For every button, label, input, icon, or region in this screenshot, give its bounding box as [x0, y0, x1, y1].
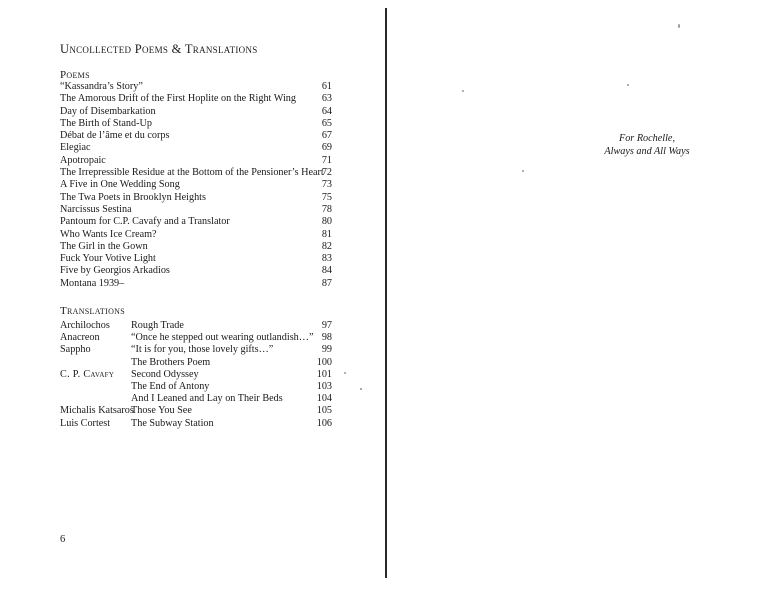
poem-title: Pantoum for C.P. Cavafy and a Translator — [60, 216, 230, 228]
poem-page-number: 73 — [321, 179, 332, 191]
translation-title: The Subway Station — [131, 417, 214, 429]
translation-title: The End of Antony — [131, 380, 210, 392]
translation-page-number: 100 — [316, 356, 332, 368]
toc-entry — [60, 106, 332, 118]
translation-page-number: 98 — [321, 332, 332, 344]
translation-author: Anacreon — [60, 332, 100, 344]
translation-entry — [60, 357, 332, 369]
poem-page-number: 67 — [321, 130, 332, 142]
translation-entry — [60, 320, 332, 332]
toc-entry — [60, 204, 332, 216]
poem-title: Day of Disembarkation — [60, 105, 156, 117]
section-title: Uncollected Poems & Translations — [60, 42, 258, 56]
poem-page-number: 83 — [321, 253, 332, 265]
left-page — [0, 0, 386, 600]
page-gutter-line — [385, 8, 387, 578]
toc-entry — [60, 93, 332, 105]
poem-page-number: 63 — [321, 93, 332, 105]
toc-entry — [60, 179, 332, 191]
toc-entry — [60, 265, 332, 277]
translation-author: Luis Cortest — [60, 417, 111, 429]
toc-entry — [60, 155, 332, 167]
translation-entry — [60, 332, 332, 344]
toc-entry — [60, 241, 332, 253]
poem-page-number: 75 — [321, 191, 332, 203]
poem-page-number: 65 — [321, 117, 332, 129]
translation-entry — [60, 393, 332, 405]
translations-heading: Translations — [60, 305, 125, 317]
poem-page-number: 82 — [321, 240, 332, 252]
poem-page-number: 69 — [321, 142, 332, 154]
translation-entry — [60, 418, 332, 430]
poems-heading: Poems — [60, 69, 90, 81]
poem-title: Fuck Your Votive Light — [60, 253, 156, 265]
scan-speck — [627, 84, 629, 86]
poem-title: Apotropaic — [60, 154, 106, 166]
toc-entry — [60, 278, 332, 290]
scan-speck — [360, 388, 362, 390]
poem-title: The Twa Poets in Brooklyn Heights — [60, 191, 206, 203]
translation-title: Second Odyssey — [131, 368, 199, 380]
translation-entry — [60, 381, 332, 393]
poem-page-number: 87 — [321, 277, 332, 289]
poem-page-number: 71 — [321, 154, 332, 166]
poem-title: “Kassandra’s Story” — [60, 81, 143, 92]
poem-page-number: 80 — [321, 216, 332, 228]
translation-author: Sappho — [60, 344, 91, 356]
translation-page-number: 104 — [316, 393, 332, 405]
translation-title: “Once he stepped out wearing outlandish…” — [131, 332, 314, 344]
toc-entry — [60, 216, 332, 228]
translations-list — [60, 320, 332, 430]
toc-entry — [60, 192, 332, 204]
poem-page-number: 64 — [321, 105, 332, 117]
poem-title: Elegiac — [60, 142, 91, 154]
translation-page-number: 105 — [316, 405, 332, 417]
translation-author: Archilochos — [60, 320, 110, 331]
poem-page-number: 61 — [321, 81, 332, 92]
dedication-line: Always and All Ways — [604, 145, 690, 157]
translation-author: C. P. Cavafy — [60, 368, 115, 380]
translation-title: The Brothers Poem — [131, 356, 211, 368]
poem-title: Five by Georgios Arkadios — [60, 265, 170, 277]
poem-title: Débat de l’âme et du corps — [60, 130, 170, 142]
scan-speck — [522, 170, 524, 172]
translation-entry — [60, 369, 332, 381]
toc-entry — [60, 167, 332, 179]
toc-entry — [60, 253, 332, 265]
toc-entry — [60, 130, 332, 142]
translation-title: Rough Trade — [131, 320, 184, 331]
poem-title: The Amorous Drift of the First Hoplite on the Right Wing — [60, 93, 296, 105]
translation-page-number: 97 — [321, 320, 332, 331]
translation-page-number: 99 — [321, 344, 332, 356]
poem-title: The Birth of Stand-Up — [60, 117, 152, 129]
translation-author: Michalis Katsaros — [60, 405, 134, 417]
poem-page-number: 84 — [321, 265, 332, 277]
translation-page-number: 101 — [316, 368, 332, 380]
poem-title: A Five in One Wedding Song — [60, 179, 180, 191]
scan-speck — [344, 372, 346, 374]
scan-speck — [678, 24, 680, 28]
translation-entry — [60, 344, 332, 356]
translation-page-number: 106 — [316, 417, 332, 429]
toc-entry — [60, 118, 332, 130]
page-number: 6 — [60, 534, 66, 545]
dedication-line: For Rochelle, — [618, 133, 675, 144]
toc-entry — [60, 81, 332, 93]
dedication — [388, 133, 776, 158]
translation-title: Those You See — [131, 405, 192, 417]
scan-speck — [462, 90, 464, 92]
toc-entry — [60, 142, 332, 154]
poem-title: Montana 1939– — [60, 277, 125, 289]
right-page — [388, 0, 776, 600]
translation-title: And I Leaned and Lay on Their Beds — [131, 393, 283, 405]
poem-page-number: 72 — [321, 167, 332, 179]
poem-title: The Girl in the Gown — [60, 240, 148, 252]
toc-entry — [60, 229, 332, 241]
poem-title: The Irrepressible Residue at the Bottom of the Pensioner’s Heart — [60, 167, 324, 179]
poem-page-number: 78 — [321, 203, 332, 215]
poem-page-number: 81 — [321, 228, 332, 240]
poem-title: Narcissus Sestina — [60, 203, 132, 215]
poems-list — [60, 81, 332, 290]
translation-entry — [60, 405, 332, 417]
poem-title: Who Wants Ice Cream? — [60, 228, 157, 240]
translation-page-number: 103 — [316, 380, 332, 392]
translation-title: “It is for you, those lovely gifts…” — [131, 344, 274, 356]
